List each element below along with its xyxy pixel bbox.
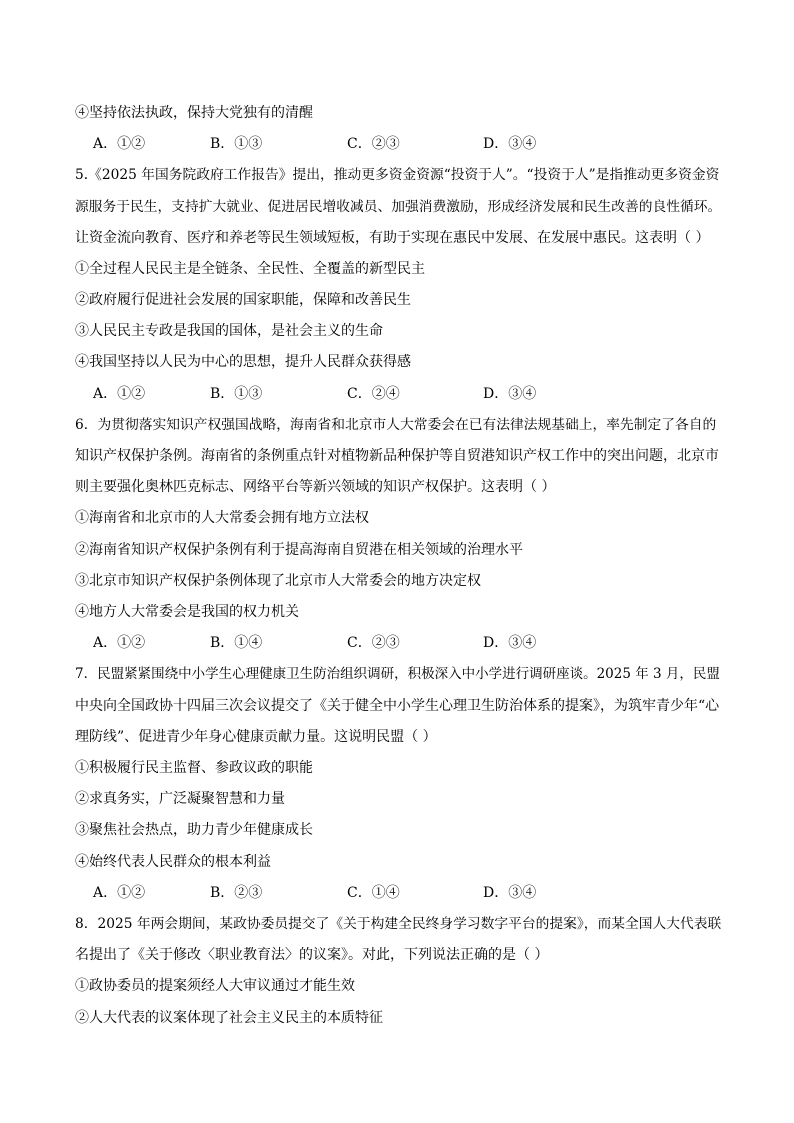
q6-item-4: ④地方人大常委会是我国的权力机关 (75, 604, 299, 620)
q4-option-d: D．③④ (483, 136, 537, 152)
q5-options (93, 384, 725, 404)
q7-option-b: B．②③ (210, 885, 263, 901)
q6-option-c: C．②③ (347, 635, 400, 651)
q7-item-3: ③聚焦社会热点，助力青少年健康成长 (75, 822, 313, 838)
q7-stem-line-1: 7．民盟紧紧围绕中小学生心理健康卫生防治组织调研，积极深入中小学进行调研座谈。2025 年 3 月，民盟 (75, 666, 720, 682)
q7-option-c: C．①④ (347, 885, 400, 901)
q6-item-2: ②海南省知识产权保护条例有利于提高海南自贸港在相关领域的治理水平 (75, 542, 523, 558)
q7-item-1: ①积极履行民主监督、参政议政的职能 (75, 760, 313, 776)
q8-item-2: ②人大代表的议案体现了社会主义民主的本质特征 (75, 1010, 383, 1026)
q5-item-4: ④我国坚持以人民为中心的思想，提升人民群众获得感 (75, 354, 411, 370)
q6-option-b: B．①④ (210, 635, 263, 651)
q7-stem-line-2: 中央向全国政协十四届三次会议提交了《关于健全中小学生心理卫生防治体系的提案》，为筑牢青少年“心 (75, 698, 720, 714)
q4-option-b: B．①③ (210, 136, 263, 152)
q6-options (93, 633, 725, 653)
q8-stem-line-2: 名提出了《关于修改〈职业教育法〉的议案》。对此，下列说法正确的是（ ） (75, 947, 549, 963)
q4-options (93, 134, 725, 154)
q8-item-1: ①政协委员的提案须经人大审议通过才能生效 (75, 978, 355, 994)
q6-stem-line-2: 知识产权保护条例。海南省的条例重点针对植物新品种保护等自贸港知识产权工作中的突出问题，北京市 (75, 448, 719, 464)
q7-item-2: ②求真务实，广泛凝聚智慧和力量 (75, 791, 285, 807)
q5-stem-line-1: 5.《2025 年国务院政府工作报告》提出，推动更多资金资源“投资于人”。“投资于人”是指推动更多资金资 (75, 167, 720, 183)
q5-stem-line-2: 源服务于民生，支持扩大就业、促进居民增收减员、加强消费激励，形成经济发展和民生改善的良性循环。 (75, 199, 722, 215)
q4-option-c: C．②③ (347, 136, 400, 152)
q6-option-a: A．①② (93, 635, 146, 651)
q6-option-d: D．③④ (483, 635, 537, 651)
q7-option-d: D．③④ (483, 885, 537, 901)
q7-option-a: A．①② (93, 885, 146, 901)
q5-item-2: ②政府履行促进社会发展的国家职能，保障和改善民生 (75, 292, 411, 308)
q5-option-b: B．①③ (210, 386, 263, 402)
q8-stem-line-1: 8．2025 年两会期间，某政协委员提交了《关于构建全民终身学习数字平台的提案》，而某全国人大代表联 (75, 916, 722, 932)
q5-option-c: C．②④ (347, 386, 400, 402)
q5-option-d: D．③④ (483, 386, 537, 402)
q6-stem-line-1: 6．为贯彻落实知识产权强国战略，海南省和北京市人大常委会在已有法律法规基础上，率先制定了各自的 (75, 417, 717, 433)
q6-item-1: ①海南省和北京市的人大常委会拥有地方立法权 (75, 510, 369, 526)
q5-item-3: ③人民民主专政是我国的国体，是社会主义的生命 (75, 323, 383, 339)
q5-item-1: ①全过程人民民主是全链条、全民性、全覆盖的新型民主 (75, 261, 425, 277)
q7-options (93, 883, 725, 903)
q6-item-3: ③北京市知识产权保护条例体现了北京市人大常委会的地方决定权 (75, 573, 481, 589)
q5-stem-line-3: 让资金流向教育、医疗和养老等民生领域短板，有助于实现在惠民中发展、在发展中惠民。这表明（ ） (75, 230, 710, 246)
q7-item-4: ④始终代表人民群众的根本利益 (75, 854, 271, 870)
q6-stem-line-3: 则主要强化奥林匹克标志、网络平台等新兴领域的知识产权保护。这表明（ ） (75, 479, 556, 495)
q5-option-a: A．①② (93, 386, 146, 402)
q4-option-a: A．①② (93, 136, 146, 152)
q4-item-4: ④坚持依法执政，保持大党独有的清醒 (75, 105, 313, 121)
q7-stem-line-3: 理防线”、促进青少年身心健康贡献力量。这说明民盟（ ） (75, 729, 437, 745)
